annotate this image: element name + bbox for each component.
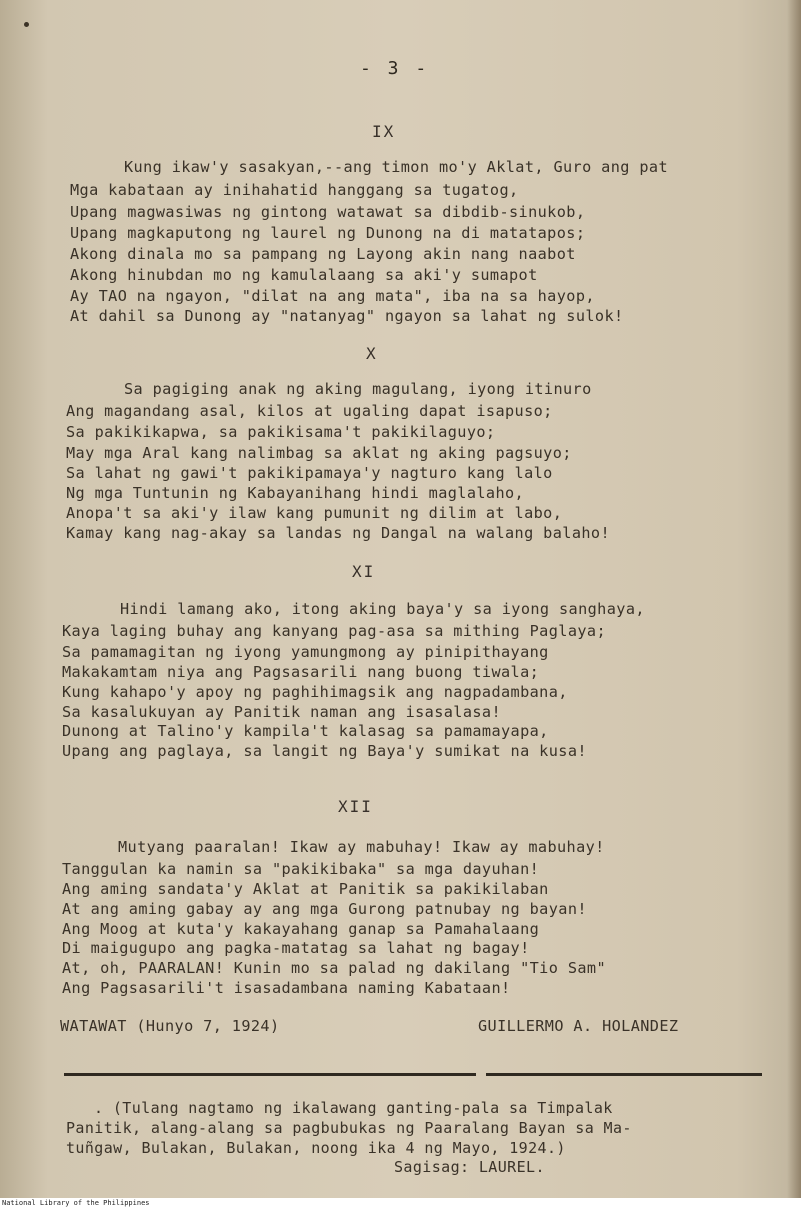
ink-dot bbox=[24, 22, 29, 27]
stanza-line: At, oh, PAARALAN! Kunin mo sa palad ng dakilang "Tio Sam" bbox=[62, 959, 606, 977]
note-line: . (Tulang nagtamo ng ikalawang ganting-pala sa Timpalak bbox=[94, 1099, 613, 1117]
pen-name: Sagisag: LAUREL. bbox=[394, 1158, 545, 1176]
stanza-line: Kung kahapo'y apoy ng paghihimagsik ang nagpadambana, bbox=[62, 683, 568, 701]
stanza-line: Sa pamamagitan ng iyong yamungmong ay pinipithayang bbox=[62, 643, 549, 661]
stanza-heading-xii: XII bbox=[338, 797, 373, 816]
stanza-line: At dahil sa Dunong ay "natanyag" ngayon sa lahat ng sulok! bbox=[70, 307, 624, 325]
stanza-line: Ay TAO na ngayon, "dilat na ang mata", iba na sa hayop, bbox=[70, 287, 595, 305]
stanza-line: Ang magandang asal, kilos at ugaling dapat isapuso; bbox=[66, 402, 553, 420]
divider-rule-right bbox=[486, 1073, 762, 1076]
stanza-line: Kamay kang nag-akay sa landas ng Dangal na walang balaho! bbox=[66, 524, 610, 542]
stanza-line: Kaya laging buhay ang kanyang pag-asa sa mithing Paglaya; bbox=[62, 622, 606, 640]
stanza-line: Akong hinubdan mo ng kamulalaang sa aki'y sumapot bbox=[70, 266, 538, 284]
stanza-line: Upang magwasiwas ng gintong watawat sa dibdib-sinukob, bbox=[70, 203, 586, 221]
author-name: GUILLERMO A. HOLANDEZ bbox=[478, 1017, 679, 1035]
note-line: tuñgaw, Bulakan, Bulakan, noong ika 4 ng Mayo, 1924.) bbox=[66, 1139, 566, 1157]
stanza-line: Kung ikaw'y sasakyan,--ang timon mo'y Aklat, Guro ang pat bbox=[124, 158, 668, 176]
stanza-line: Dunong at Talino'y kampila't kalasag sa pamamayapa, bbox=[62, 722, 549, 740]
stanza-heading-x: X bbox=[366, 344, 378, 363]
stanza-line: Di maigugupo ang pagka-matatag sa lahat ng bagay! bbox=[62, 939, 530, 957]
stanza-line: Sa kasalukuyan ay Panitik naman ang isasalasa! bbox=[62, 703, 502, 721]
stanza-heading-ix: IX bbox=[372, 122, 396, 141]
stanza-line: Ang Pagsasarili't isasadambana naming Kabataan! bbox=[62, 979, 511, 997]
stanza-line: Ng mga Tuntunin ng Kabayanihang hindi maglalaho, bbox=[66, 484, 525, 502]
stanza-line: Sa lahat ng gawi't pakikipamaya'y nagturo kang lalo bbox=[66, 464, 553, 482]
stanza-line: Upang ang paglaya, sa langit ng Baya'y sumikat na kusa! bbox=[62, 742, 587, 760]
stanza-heading-xi: XI bbox=[352, 562, 376, 581]
stanza-line: Ang aming sandata'y Aklat at Panitik sa pakikilaban bbox=[62, 880, 549, 898]
stanza-line: Hindi lamang ako, itong aking baya'y sa iyong sanghaya, bbox=[120, 600, 645, 618]
page-number: - 3 - bbox=[360, 58, 430, 79]
stanza-line: Makakamtam niya ang Pagsasarili nang buong tiwala; bbox=[62, 663, 540, 681]
stanza-line: Upang magkaputong ng laurel ng Dunong na di matatapos; bbox=[70, 224, 586, 242]
stanza-line: Mutyang paaralan! Ikaw ay mabuhay! Ikaw ay mabuhay! bbox=[118, 838, 605, 856]
poem-title-date: WATAWAT (Hunyo 7, 1924) bbox=[60, 1017, 280, 1035]
stanza-line: Sa pakikikapwa, sa pakikisama't pakikilaguyo; bbox=[66, 423, 496, 441]
stanza-line: Mga kabataan ay inihahatid hanggang sa tugatog, bbox=[70, 181, 519, 199]
stanza-line: Sa pagiging anak ng aking magulang, iyong itinuro bbox=[124, 380, 592, 398]
divider-rule-left bbox=[64, 1073, 476, 1076]
stanza-line: Akong dinala mo sa pampang ng Layong akin nang naabot bbox=[70, 245, 576, 263]
stanza-line: Tanggulan ka namin sa "pakikibaka" sa mga dayuhan! bbox=[62, 860, 540, 878]
note-line: Panitik, alang-alang sa pagbubukas ng Paaralang Bayan sa Ma- bbox=[66, 1119, 632, 1137]
stanza-line: Ang Moog at kuta'y kakayahang ganap sa Pamahalaang bbox=[62, 920, 540, 938]
library-credit: National Library of the Philippines bbox=[2, 1199, 150, 1207]
stanza-line: At ang aming gabay ay ang mga Gurong patnubay ng bayan! bbox=[62, 900, 587, 918]
stanza-line: May mga Aral kang nalimbag sa aklat ng aking pagsuyo; bbox=[66, 444, 572, 462]
stanza-line: Anopa't sa aki'y ilaw kang pumunit ng dilim at labo, bbox=[66, 504, 563, 522]
